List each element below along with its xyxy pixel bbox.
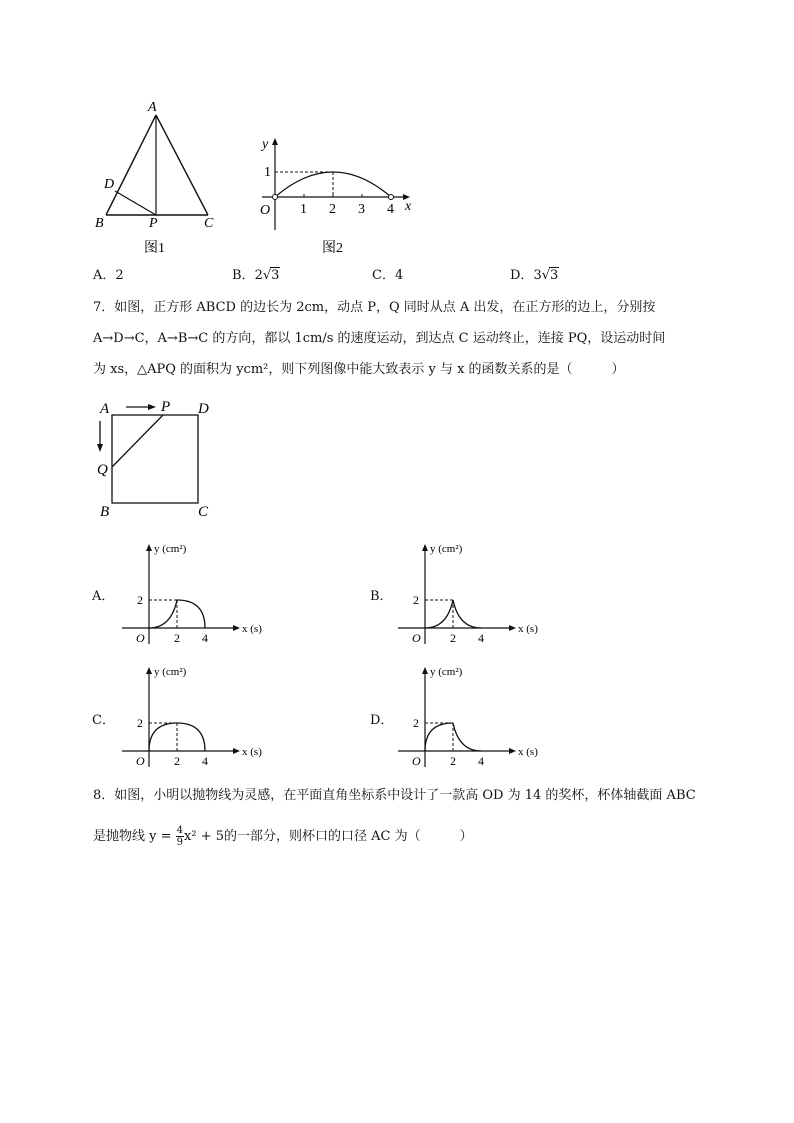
q7-square-figure bbox=[88, 395, 228, 525]
x-axis-arrow bbox=[509, 625, 516, 631]
x-tick-2: 2 bbox=[450, 631, 456, 645]
q6-option-d: D．3√3 bbox=[510, 268, 559, 283]
fig2-tick-4: 4 bbox=[387, 202, 394, 217]
fig2-tick-3: 3 bbox=[358, 202, 365, 217]
fig1-label-a: A bbox=[148, 100, 157, 115]
x-tick-2: 2 bbox=[174, 754, 180, 768]
q7-graph-option-label: D． bbox=[370, 713, 394, 728]
q6-option-c: C．4 bbox=[372, 268, 404, 283]
fig2-tick-2: 2 bbox=[329, 202, 336, 217]
q6-option-a: A．2 bbox=[93, 268, 124, 283]
q6-option-b: B．2√3 bbox=[232, 268, 280, 283]
origin-label: O bbox=[136, 754, 145, 768]
fig2-caption: 图2 bbox=[322, 241, 343, 256]
x-tick-4: 4 bbox=[202, 754, 208, 768]
q7-square-label-a: A bbox=[100, 401, 110, 417]
curve-second-segment bbox=[453, 723, 481, 751]
curve-first-segment bbox=[149, 723, 177, 751]
x-axis-arrow bbox=[509, 748, 516, 754]
q7-line-3: 为 xs，△APQ 的面积为 ycm²，则下列图像中能大致表示 y 与 x 的函数关系的是（ ） bbox=[93, 362, 625, 377]
x-axis-arrow bbox=[233, 748, 240, 754]
q7-graph-c bbox=[120, 663, 280, 773]
x-axis-label: x (s) bbox=[242, 746, 262, 758]
x-axis-arrow bbox=[233, 625, 240, 631]
q7-square-label-p: P bbox=[161, 399, 171, 415]
q7-graph-option-label: C． bbox=[92, 713, 115, 728]
fig2-y-label: y bbox=[262, 137, 269, 152]
q8-line-2: 是抛物线 y = $\frac{4}{9}$ x² + 5的一部分，则杯口的口径 AC 为（ ） bbox=[93, 825, 473, 848]
y-tick-2: 2 bbox=[413, 593, 419, 607]
y-axis-label: y (cm²) bbox=[430, 543, 463, 555]
fig2-one: 1 bbox=[264, 165, 271, 180]
x-tick-4: 4 bbox=[202, 631, 208, 645]
y-axis-arrow bbox=[146, 667, 152, 674]
y-axis-label: y (cm²) bbox=[430, 666, 463, 678]
q7-line-1: 7．如图，正方形 ABCD 的边长为 2cm，动点 P，Q 同时从点 A 出发，在正方形的边上，分别按 bbox=[93, 300, 656, 315]
fig2-tick-1: 1 bbox=[300, 202, 307, 217]
x-tick-4: 4 bbox=[478, 631, 484, 645]
origin-label: O bbox=[412, 754, 421, 768]
q7-square-label-q: Q bbox=[97, 462, 108, 478]
figure-2 bbox=[250, 130, 425, 260]
fig2-origin: O bbox=[260, 203, 271, 218]
fig1-label-p: P bbox=[149, 216, 158, 231]
q7-graph-b bbox=[396, 540, 556, 650]
x-axis-label: x (s) bbox=[242, 623, 262, 635]
curve-second-segment bbox=[177, 723, 205, 751]
fig1-label-d: D bbox=[104, 177, 115, 192]
x-tick-4: 4 bbox=[478, 754, 484, 768]
curve-second-segment bbox=[177, 600, 205, 628]
fig1-caption: 图1 bbox=[144, 241, 165, 256]
y-axis-arrow bbox=[146, 544, 152, 551]
x-axis-label: x (s) bbox=[518, 623, 538, 635]
q7-square-label-d: D bbox=[198, 401, 209, 417]
y-axis-label: y (cm²) bbox=[154, 666, 187, 678]
x-tick-2: 2 bbox=[450, 754, 456, 768]
y-tick-2: 2 bbox=[413, 716, 419, 730]
fig1-label-c: C bbox=[204, 216, 214, 231]
q7-graph-d bbox=[396, 663, 556, 773]
q7-graph-option-label: B． bbox=[370, 589, 393, 604]
y-axis-label: y (cm²) bbox=[154, 543, 187, 555]
curve-first-segment bbox=[149, 600, 177, 628]
curve-first-segment bbox=[425, 723, 453, 751]
q8-line-1: 8．如图，小明以抛物线为灵感，在平面直角坐标系中设计了一款高 OD 为 14 的奖杯，杯体轴截面 ABC bbox=[93, 788, 696, 803]
q7-line-2: A→D→C，A→B→C 的方向，都以 1cm/s 的速度运动，到达点 C 运动终止，连接 PQ，设运动时间 bbox=[93, 331, 666, 346]
x-axis-label: x (s) bbox=[518, 746, 538, 758]
q7-graph-option-label: A． bbox=[92, 589, 115, 604]
q7-square-label-c: C bbox=[198, 504, 209, 520]
x-tick-2: 2 bbox=[174, 631, 180, 645]
y-axis-arrow bbox=[422, 667, 428, 674]
fig1-label-b: B bbox=[95, 216, 104, 231]
curve-second-segment bbox=[453, 600, 481, 628]
y-tick-2: 2 bbox=[137, 593, 143, 607]
q7-square-label-b: B bbox=[100, 504, 110, 520]
figure-1 bbox=[88, 95, 238, 260]
fig2-x-label: x bbox=[405, 199, 412, 214]
curve-first-segment bbox=[425, 600, 453, 628]
y-tick-2: 2 bbox=[137, 716, 143, 730]
q7-graph-a bbox=[120, 540, 280, 650]
q8-fraction: $\frac{4}{9}$ bbox=[176, 825, 184, 848]
y-axis-arrow bbox=[422, 544, 428, 551]
origin-label: O bbox=[136, 631, 145, 645]
origin-label: O bbox=[412, 631, 421, 645]
